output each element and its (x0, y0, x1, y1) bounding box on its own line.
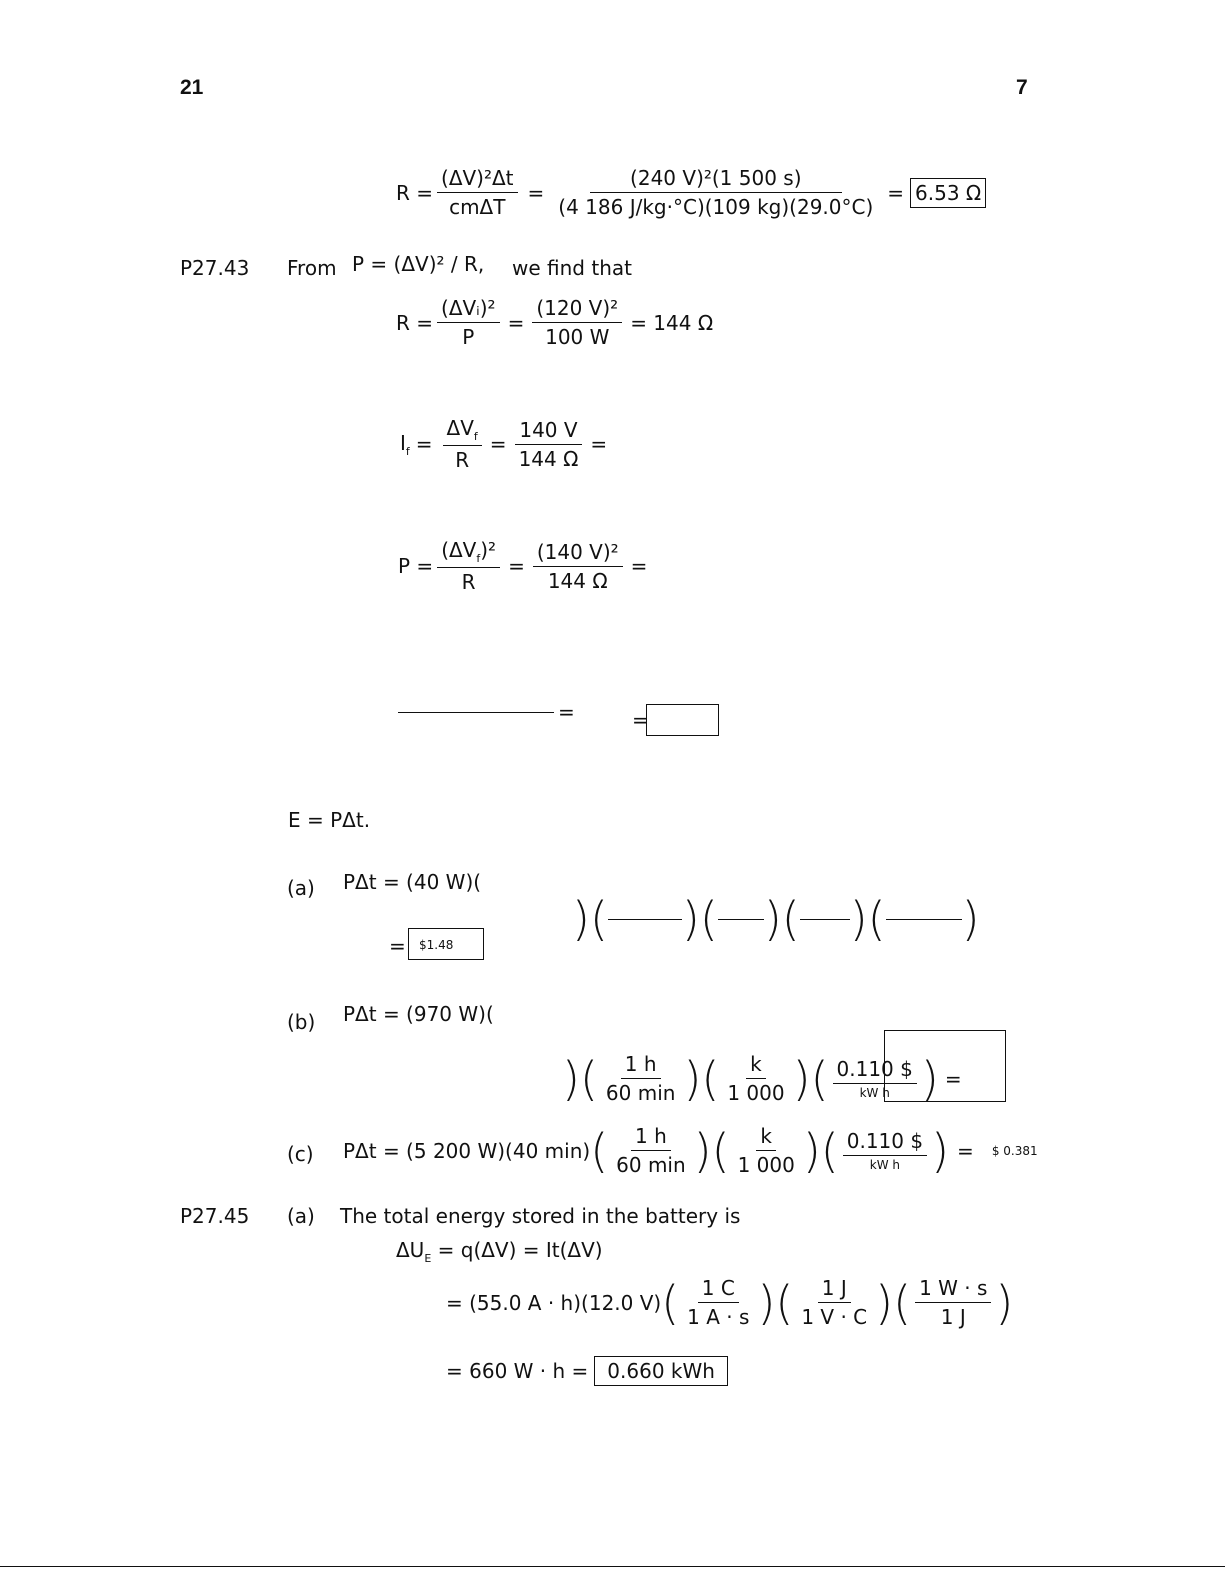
p45-line1: $\Delta U_E = q(\Delta V) = It(\Delta V)$ (396, 1238, 603, 1265)
p45-line2-base: = (55.0 A · h)(12.0 V) (446, 1290, 662, 1315)
eq1-frac1-num: (ΔV)²Δt (437, 166, 518, 193)
equals-sign: = (527, 180, 545, 205)
part-b-expression: PΔt = (970 W)( (343, 1002, 494, 1026)
part-a-result-box: $1.48 (408, 928, 484, 960)
i-frac1-num: $\Delta V_f$ (443, 416, 482, 446)
p-fraction-2 (533, 540, 623, 593)
equals-sign: = (944, 1066, 962, 1091)
equals-sign: = (887, 180, 905, 205)
close-paren: ) (681, 892, 700, 946)
bottom-rule (0, 1566, 1225, 1567)
part-b-frac2-num: k (746, 1052, 766, 1079)
r-fraction-2 (532, 296, 622, 349)
equals-sign: = (508, 554, 525, 578)
r-result: = 144 Ω (630, 310, 714, 335)
p45-frac3-den: 1 J (940, 1305, 966, 1329)
problem-label-p27-45: P27.45 (180, 1204, 250, 1228)
p45-line3 (446, 1356, 728, 1386)
open-paren: ( (701, 1051, 720, 1106)
r-frac1-den: P (462, 325, 475, 349)
empty-fraction-bar (718, 919, 764, 920)
p45-frac1 (683, 1276, 753, 1329)
p-frac2-den: 144 Ω (547, 568, 608, 593)
open-paren: ( (893, 1275, 912, 1330)
r-frac2-num: (120 V)² (532, 296, 622, 323)
part-b-label: (b) (287, 1010, 316, 1034)
close-paren: ) (875, 1275, 894, 1330)
p-frac1-den: R (461, 570, 476, 594)
close-paren: ) (931, 1123, 950, 1178)
p-fraction-1 (437, 538, 500, 594)
p45-frac2 (797, 1276, 871, 1329)
close-paren: ) (763, 892, 782, 946)
part-c-frac3 (843, 1129, 927, 1172)
close-paren: ) (757, 1275, 776, 1330)
open-paren: ( (699, 892, 718, 946)
part-b-frac1-num: 1 h (621, 1052, 661, 1079)
page-number-left: 21 (180, 76, 204, 99)
part-c-expression (343, 1124, 1038, 1177)
part-c-frac3-den: kW h (869, 1158, 901, 1172)
current-calc (400, 416, 607, 472)
equals-sign: = (957, 1138, 974, 1163)
close-paren: ) (683, 1051, 702, 1106)
page-number-right: 7 (1016, 76, 1028, 99)
p45-frac2-den: 1 V · C (801, 1305, 868, 1329)
p45-result-box: 0.660 kWh (594, 1356, 728, 1386)
i-frac1-den: R (455, 448, 470, 472)
equals-sign: = (489, 432, 507, 456)
eq1-lhs: R = (396, 180, 434, 205)
open-paren: ( (820, 1123, 839, 1178)
equals-sign: = (415, 432, 433, 456)
power-calc (398, 538, 647, 594)
close-paren: ) (562, 1051, 580, 1106)
open-paren: ( (590, 1123, 609, 1178)
intro-formula: P = (ΔV)² / R, (352, 252, 485, 276)
equals-sign: = (389, 934, 406, 958)
eq1-fraction-2 (554, 166, 877, 219)
eq1-result-box: 6.53 Ω (910, 178, 986, 208)
i-fraction-1 (443, 416, 482, 472)
part-c-base: PΔt = (5 200 W)(40 min) (343, 1138, 591, 1163)
open-paren: ( (781, 892, 800, 946)
close-paren: ) (693, 1123, 712, 1178)
p45-frac1-den: 1 A · s (687, 1305, 750, 1329)
p-lhs: P = (398, 554, 434, 578)
close-paren: ) (920, 1051, 939, 1106)
p-frac1-num: $(\Delta V_f)^2$ (437, 538, 500, 568)
eq1-frac1-den: cmΔT (449, 195, 506, 219)
equals-sign: = (630, 554, 648, 578)
part-c-frac1-den: 60 min (616, 1153, 686, 1177)
part-b-empty-result-box (884, 1030, 1006, 1106)
p45-line2 (446, 1276, 1013, 1329)
equals-sign: = (507, 310, 525, 335)
part-b-frac2 (723, 1052, 788, 1105)
part-c-frac2 (734, 1124, 799, 1177)
open-paren: ( (810, 1051, 829, 1106)
close-paren: ) (802, 1123, 821, 1178)
intro-from: From (287, 256, 337, 280)
part-b-frac3-num: 0.110 $ (833, 1057, 917, 1084)
i-lhs: $I_f$ (400, 430, 410, 458)
r-frac1-num: (ΔVᵢ)² (437, 296, 500, 323)
open-paren: ( (711, 1123, 730, 1178)
eq1-frac2-den: (4 186 J/kg·°C)(109 kg)(29.0°C) (558, 195, 874, 219)
part-a-empty-factors (572, 892, 980, 946)
part-c-frac3-num: 0.110 $ (843, 1129, 927, 1156)
part-c-result: $ 0.381 (991, 1143, 1038, 1158)
close-paren: ) (792, 1051, 811, 1106)
part-c-frac1 (612, 1124, 690, 1177)
p-frac2-num: (140 V)² (533, 540, 623, 567)
part-a-label: (a) (287, 876, 315, 900)
part-c-frac2-num: k (756, 1124, 776, 1151)
p45-line3-text: = 660 W · h = (446, 1359, 589, 1383)
equals-sign: = (632, 708, 649, 732)
part-b-frac2-den: 1 000 (727, 1081, 785, 1105)
close-paren: ) (849, 892, 868, 946)
open-paren: ( (661, 1275, 680, 1330)
empty-fraction-bar (608, 919, 682, 920)
equals-sign: = (590, 432, 608, 456)
part-c-frac1-num: 1 h (631, 1124, 671, 1151)
intro-rest: we find that (512, 256, 632, 280)
part-a-expression: PΔt = (40 W)( (343, 870, 482, 894)
i-fraction-2 (515, 418, 583, 471)
open-paren: ( (775, 1275, 794, 1330)
p45-frac3 (915, 1276, 991, 1329)
p45-part-a-text: The total energy stored in the battery is (340, 1204, 741, 1228)
problem-label-p27-43: P27.43 (180, 256, 250, 280)
part-c-label: (c) (287, 1142, 314, 1166)
blank-fraction-line (398, 712, 554, 713)
p45-part-a-label: (a) (287, 1204, 315, 1228)
eq1-frac2-num: (240 V)²(1 500 s) (590, 166, 841, 193)
part-b-frac1-den: 60 min (605, 1081, 676, 1105)
close-paren: ) (572, 892, 590, 946)
empty-fraction-bar (886, 919, 962, 920)
part-c-frac2-den: 1 000 (737, 1153, 795, 1177)
open-paren: ( (579, 1051, 598, 1106)
r-fraction-1 (437, 296, 500, 349)
close-paren: ) (961, 892, 980, 946)
eq1-fraction-1 (437, 166, 518, 219)
equals-sign: = (558, 700, 575, 724)
p45-frac2-num: 1 J (818, 1276, 851, 1303)
open-paren: ( (867, 892, 886, 946)
part-b-frac1 (602, 1052, 680, 1105)
part-b-frac3-den: kW h (859, 1086, 890, 1100)
i-frac2-den: 144 Ω (518, 446, 579, 471)
empty-fraction-bar (800, 919, 850, 920)
energy-formula: E = PΔt. (288, 808, 371, 832)
resistance-equation (396, 166, 986, 219)
empty-answer-box (646, 704, 719, 736)
p45-frac3-num: 1 W · s (915, 1276, 991, 1303)
open-paren: ( (589, 892, 608, 946)
r-frac2-den: 100 W (545, 325, 610, 349)
resistance-calc (396, 296, 713, 349)
i-frac2-num: 140 V (515, 418, 581, 445)
r-lhs: R = (396, 310, 434, 335)
close-paren: ) (995, 1275, 1014, 1330)
p45-frac1-num: 1 C (698, 1276, 739, 1303)
